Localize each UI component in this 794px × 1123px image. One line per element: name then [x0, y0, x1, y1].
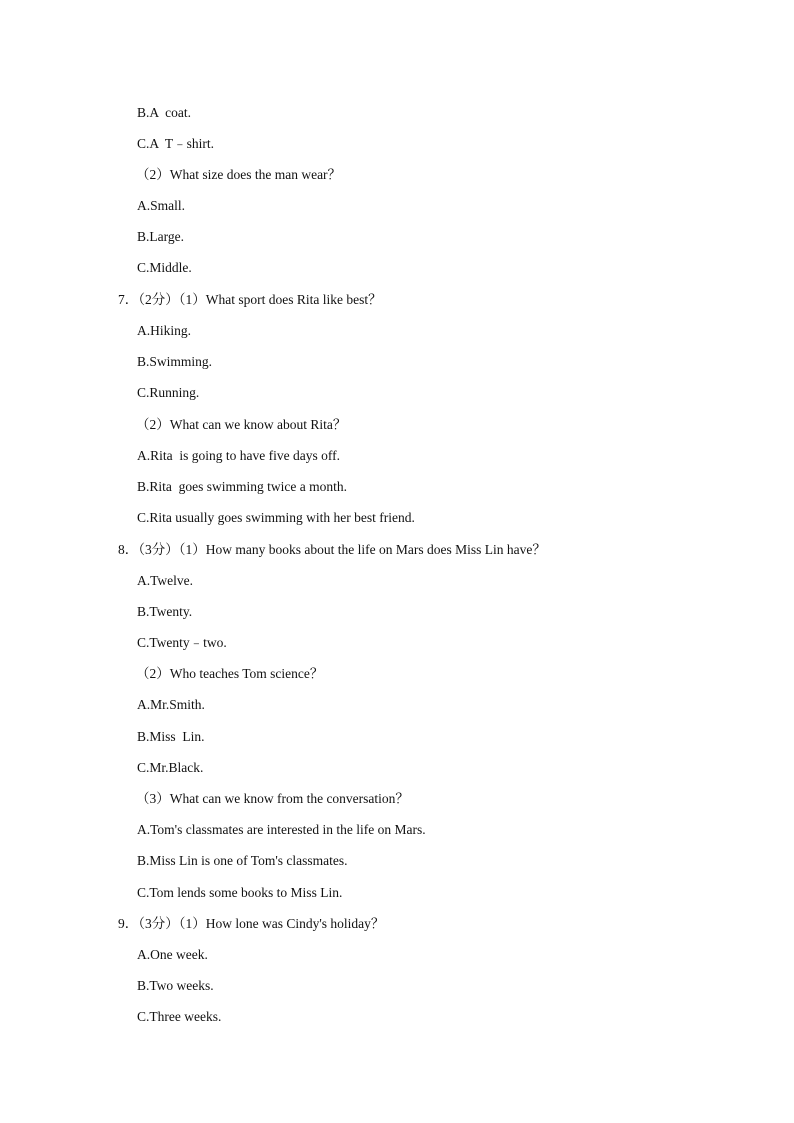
- option-c-twenty-two: C.Twenty﹣two.: [137, 635, 227, 650]
- option-c-running: C.Running.: [137, 385, 200, 400]
- option-c-tshirt: C.A T﹣shirt.: [137, 136, 215, 151]
- subquestion-rita: （2）What can we know about Rita？: [136, 417, 347, 432]
- option-a-classmates-interested: A.Tom's classmates are interested in the life on Mars.: [137, 822, 426, 837]
- question-8: 8．（3分）（1）How many books about the life on Mars does Miss Lin have？: [118, 542, 546, 557]
- option-b-miss-lin-classmate: B.Miss Lin is one of Tom's classmates.: [137, 853, 348, 868]
- subquestion-science: （2）Who teaches Tom science？: [136, 666, 324, 681]
- option-a-one-week: A.One week.: [137, 947, 208, 962]
- option-c-three-weeks: C.Three weeks.: [137, 1009, 222, 1024]
- option-c-mr-black: C.Mr.Black.: [137, 760, 204, 775]
- option-b-twenty: B.Twenty.: [137, 604, 193, 619]
- option-b-large: B.Large.: [137, 229, 184, 244]
- option-c-middle: C.Middle.: [137, 260, 192, 275]
- option-a-small: A.Small.: [137, 198, 186, 213]
- option-b-twice-month: B.Rita goes swimming twice a month.: [137, 479, 347, 494]
- option-b-two-weeks: B.Two weeks.: [137, 978, 214, 993]
- option-a-days-off: A.Rita is going to have five days off.: [137, 448, 340, 463]
- option-c-best-friend: C.Rita usually goes swimming with her best friend.: [137, 510, 415, 525]
- option-a-hiking: A.Hiking.: [137, 323, 191, 338]
- question-9: 9．（3分）（1）How lone was Cindy's holiday？: [118, 916, 385, 931]
- question-7: 7．（2分）（1）What sport does Rita like best？: [118, 292, 382, 307]
- option-b-coat: B.A coat.: [137, 105, 191, 120]
- option-a-twelve: A.Twelve.: [137, 573, 194, 588]
- option-b-swimming: B.Swimming.: [137, 354, 213, 369]
- option-b-miss-lin: B.Miss Lin.: [137, 729, 205, 744]
- option-a-mr-smith: A.Mr.Smith.: [137, 697, 205, 712]
- option-c-lends-books: C.Tom lends some books to Miss Lin.: [137, 885, 343, 900]
- subquestion-conversation: （3）What can we know from the conversation？: [136, 791, 409, 806]
- subquestion-size: （2）What size does the man wear？: [136, 167, 342, 182]
